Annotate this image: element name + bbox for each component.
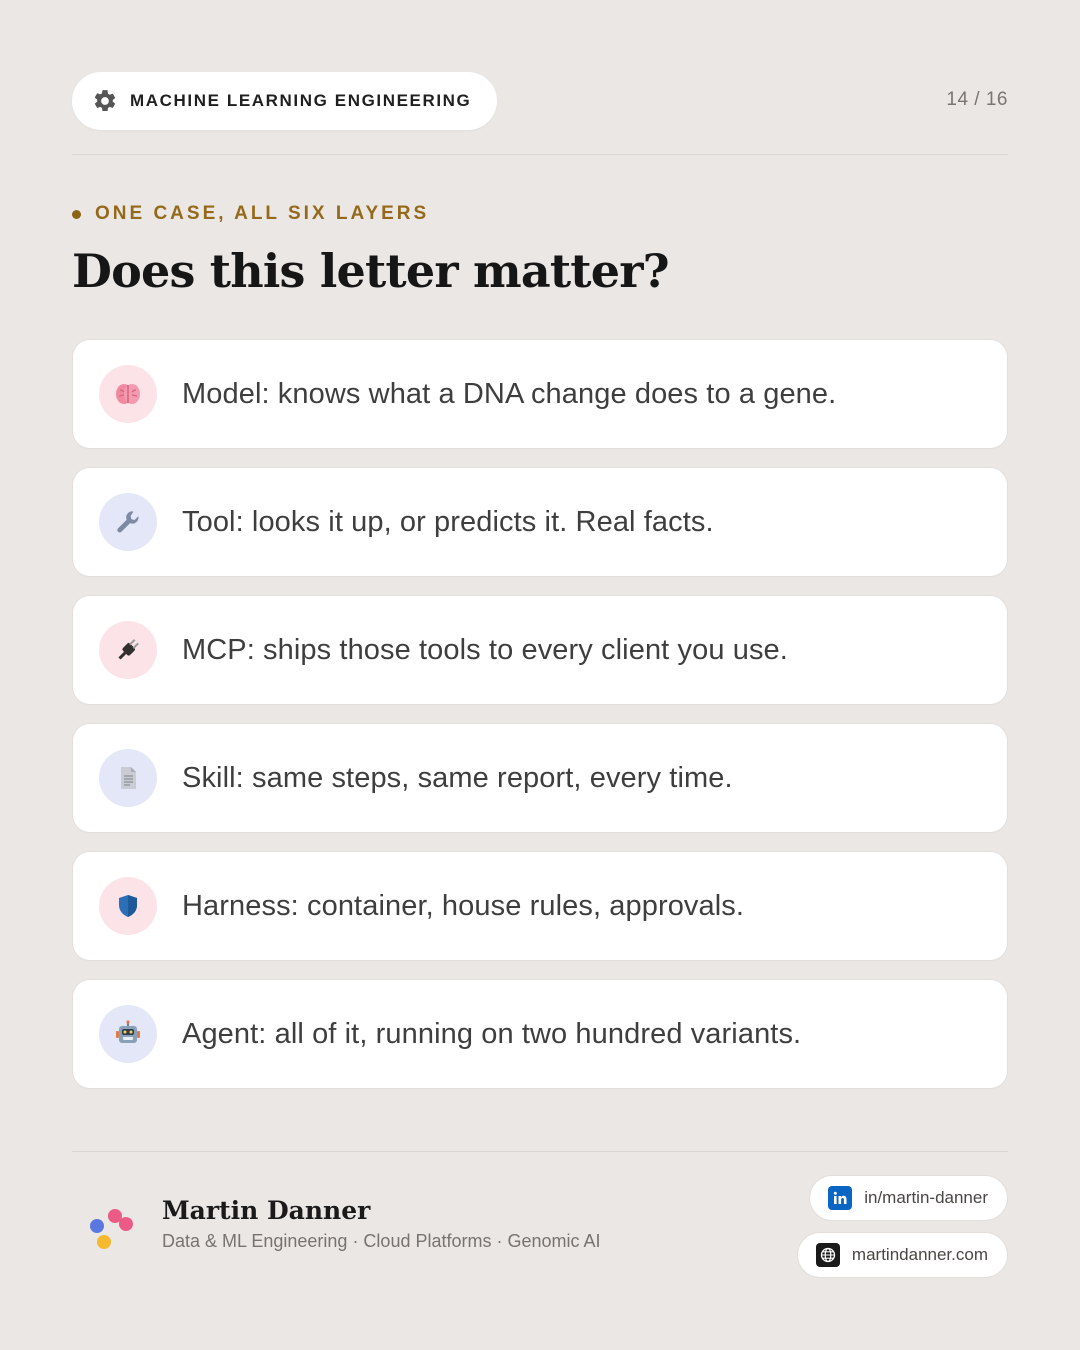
layer-list (72, 339, 1008, 1107)
gear-icon (92, 88, 118, 114)
author-name: Martin Danner (162, 1196, 371, 1225)
globe-icon (816, 1243, 840, 1267)
website-link[interactable] (797, 1232, 1008, 1278)
page-counter: 14 / 16 (946, 89, 1008, 110)
document-icon (99, 749, 157, 807)
layer-card-text: Tool: looks it up, or predicts it. Real facts. (182, 505, 714, 538)
linkedin-icon (828, 1186, 852, 1210)
topic-badge (72, 72, 497, 130)
layer-card-text: Skill: same steps, same report, every time. (182, 761, 733, 794)
eyebrow-label: ONE CASE, ALL SIX LAYERS (95, 203, 430, 224)
website-label: martindanner.com (851, 1245, 988, 1264)
footer-divider (72, 1151, 1008, 1152)
header-divider (72, 154, 1008, 155)
header (72, 72, 1008, 130)
layer-card-text: MCP: ships those tools to every client you use. (182, 633, 788, 666)
wrench-icon (99, 493, 157, 551)
layer-card-harness (72, 851, 1008, 961)
layer-card-text: Harness: container, house rules, approvals. (182, 889, 745, 922)
eyebrow-dot (72, 210, 81, 219)
linkedin-label: in/martin-danner (864, 1188, 988, 1207)
avatar (86, 1204, 136, 1254)
robot-icon (99, 1005, 157, 1063)
layer-card-agent (72, 979, 1008, 1089)
eyebrow (72, 203, 429, 225)
layer-card-text: Agent: all of it, running on two hundred variants. (182, 1017, 802, 1050)
layer-card-mcp (72, 595, 1008, 705)
author-tagline: Data & ML Engineering · Cloud Platforms · Genomic AI (162, 1231, 601, 1251)
layer-card-model (72, 339, 1008, 449)
layer-card-skill (72, 723, 1008, 833)
brain-icon (99, 365, 157, 423)
plug-icon (99, 621, 157, 679)
page-title: Does this letter matter? (72, 244, 669, 298)
topic-label: MACHINE LEARNING ENGINEERING (130, 91, 472, 110)
layer-card-tool (72, 467, 1008, 577)
shield-icon (99, 877, 157, 935)
linkedin-link[interactable] (809, 1175, 1008, 1221)
layer-card-text: Model: knows what a DNA change does to a gene. (182, 377, 837, 410)
